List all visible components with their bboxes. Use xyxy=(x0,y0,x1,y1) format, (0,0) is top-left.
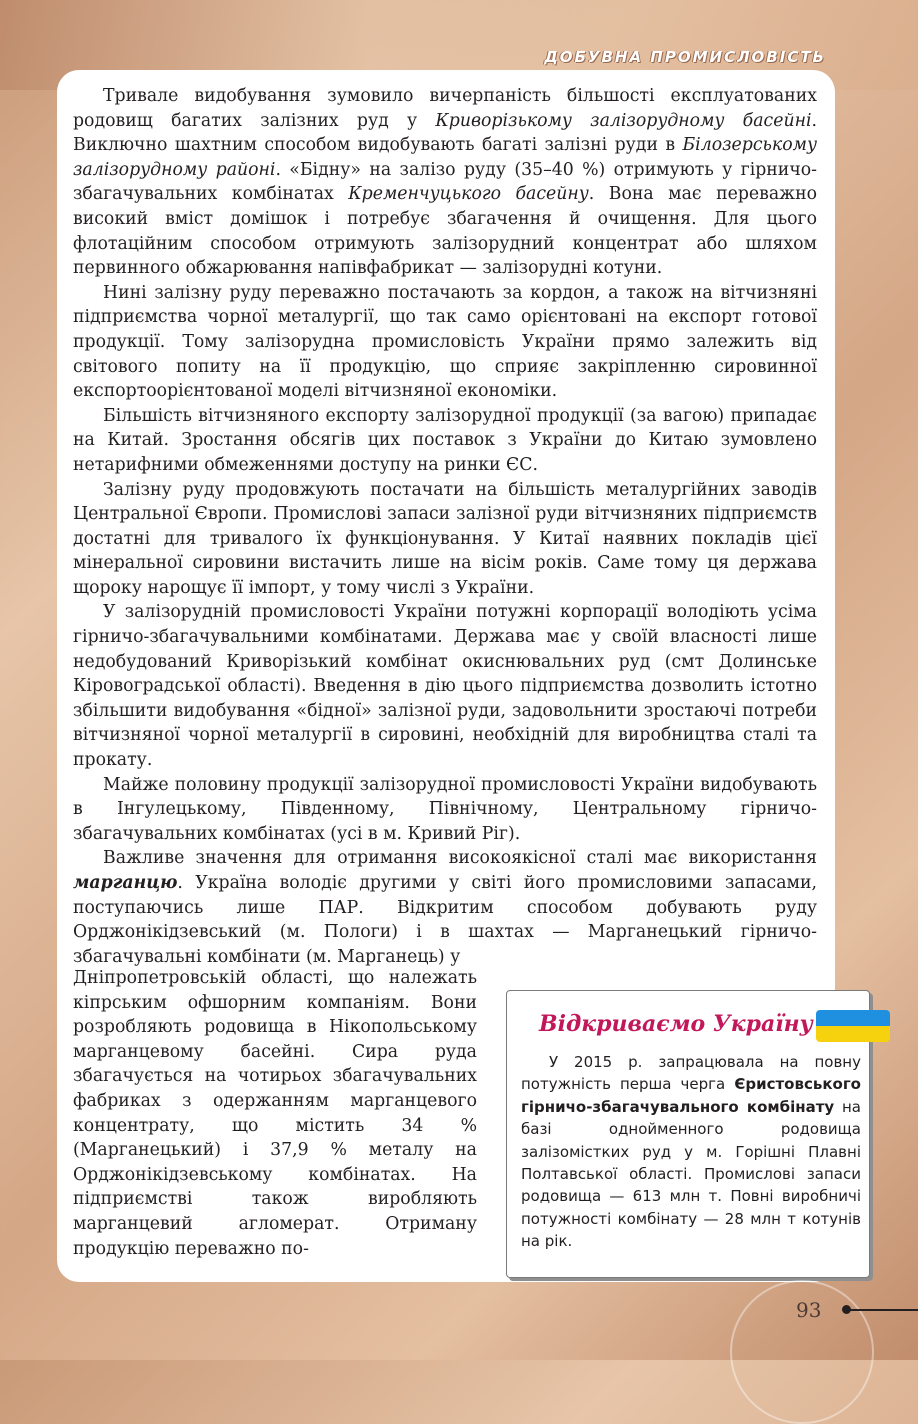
left-column-paragraph: Дніпропетровській області, що належать кіпрським офшорним компаніям. Вони розробляють родовища в Нікопольському марганцевому басейні. Сира руда збагачується на чотирьох збагачувальних фабриках з одержанням марганцевого концентрату, що містить 34 % (Марганецький) і 37,9 % металу на Орджонікідзевському комбінатах. На підприємстві також виробляють марганцевий агломерат. Отриману продукцію переважно по- xyxy=(73,968,477,1259)
left-column-text xyxy=(73,966,477,1261)
running-head: ДОБУВНА ПРОМИСЛОВІСТЬ xyxy=(544,48,826,66)
sidebar-box-body: У 2015 р. запрацювала на повну потужність перша черга Єристовського гірничо-збагачувального комбінату на базі однойменного родовища залізомістких руд у м. Горішні Плавні Полтавської області. Промислові запаси родовища — 613 млн т. Повні виробничі потужності комбінату — 28 млн т котунів на рік. xyxy=(521,1053,861,1251)
paragraph-3: Більшість вітчизняного експорту залізорудної продукції (за вагою) припадає на Китай. Зростання обсягів цих поставок з України до Китаю зумовлено нетарифними обмеженнями доступу на ринки ЄС. xyxy=(73,405,817,475)
page-number: 93 xyxy=(796,1298,822,1322)
main-text xyxy=(73,84,817,969)
ukraine-flag-icon xyxy=(816,1010,890,1042)
paragraph-1: Тривале видобування зумовило вичерпаність більшості експлуатованих родовищ багатих залізних руд у Криворізькому залізорудному басейні. Виключно шахтним способом видобувають багаті залізні руди в Білозерському залізорудному районі. «Бідну» на залізо руду (35–40 %) отримують у гірничо-збагачувальних комбінатах Кременчуцького басейну. Вона має переважно високий вміст домішок і потребує збагачення й очищення. Для цього флотаційним способом отримують залізорудний концентрат або шляхом первинного обжарювання напівфабрикат — залізорудні котуни. xyxy=(73,86,817,279)
page-number-line xyxy=(850,1309,918,1311)
paragraph-2: Нині залізну руду переважно постачають за кордон, а також на вітчизняні підприємства чорної металургії, що так само орієнтовані на експорт готової продукції. Тому залізорудна промисловість України прямо залежить від світового попиту на її продукцію, що сприяє закріпленню сировинної експортоорієнтованої моделі вітчизняної економіки. xyxy=(73,282,817,402)
paragraph-6: Майже половину продукції залізорудної промисловості України видобувають в Інгулецькому, Південному, Північному, Центральному гірничо-збагачувальних комбінатах (усі в м. Кривий Ріг). xyxy=(73,774,817,844)
sidebar-box-title: Відкриваємо Україну xyxy=(539,1011,813,1037)
paragraph-5: У залізорудній промисловості України потужні корпорації володіють усіма гірничо-збагачувальними комбінатами. Держава має у своїй власності лише недобудований Криворізький комбінат окиснювальних руд (смт Долинське Кіровоградської області). Введення в дію цього підприємства дозволить істотно збільшити видобування «бідної» залізної руди, задовольнити зростаючі потреби вітчизняної чорної металургії в сировині, необхідній для виробництва сталі та прокату. xyxy=(73,602,817,771)
paragraph-7: Важливе значення для отримання високоякісної сталі має використання марганцю. Україна володіє другими у світі його промисловими запасами, поступаючись лише ПАР. Відкритим способом добувають руду Орджонікідзевський (м. Пологи) і в шахтах — Марганецький гірничо-збагачувальні комбінати (м. Марганець) у xyxy=(73,848,817,967)
paragraph-4: Залізну руду продовжують постачати на більшість металургійних заводів Центральної Європи. Промислові запаси залізної руди вітчизняних підприємств достатні для тривалого їх функціонування. У Китаї наявних покладів цієї мінеральної сировини вистачить лише на вісім років. Саме тому ця держава щороку нарощує її імпорт, у тому числі з України. xyxy=(73,479,817,598)
